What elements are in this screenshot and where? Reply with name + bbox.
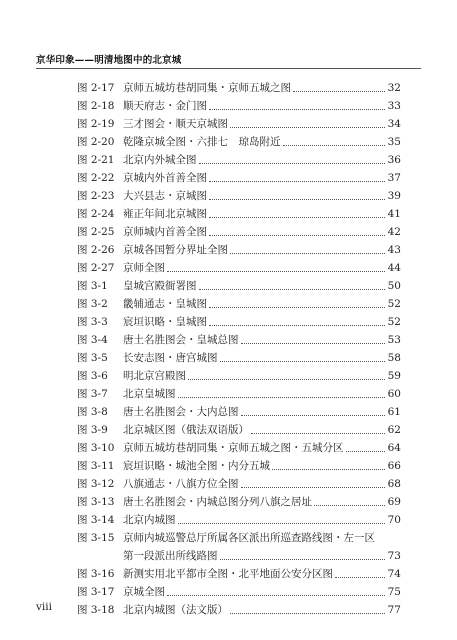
toc-entry[interactable] xyxy=(77,385,401,403)
figure-title: 八旗通志・八旗方位全图 xyxy=(123,478,239,490)
dot-leader xyxy=(209,108,385,110)
page-number: 39 xyxy=(387,190,401,202)
dot-leader xyxy=(188,378,385,380)
dot-leader xyxy=(178,522,386,524)
figure-number: 图 3-1 xyxy=(77,280,108,292)
toc-entry[interactable] xyxy=(77,187,401,205)
toc-entry[interactable] xyxy=(77,367,401,385)
page-number: 50 xyxy=(387,280,401,292)
toc-entry[interactable] xyxy=(77,97,401,115)
dot-leader xyxy=(346,450,386,452)
figure-title-continued: 第一段派出所线路图 xyxy=(123,550,218,562)
figure-number: 图 3-5 xyxy=(77,352,108,364)
figure-number: 图 3-12 xyxy=(77,478,115,490)
toc-entry[interactable] xyxy=(77,511,401,529)
toc-entry[interactable] xyxy=(77,277,401,295)
dot-leader xyxy=(209,306,385,308)
toc-entry[interactable] xyxy=(77,331,401,349)
figure-title: 顺天府志・金门图 xyxy=(123,100,207,112)
figure-number: 图 2-21 xyxy=(77,154,115,166)
figure-number: 图 3-4 xyxy=(77,334,108,346)
figure-title: 宸垣识略・皇城图 xyxy=(123,316,207,328)
page-number: 59 xyxy=(387,370,401,382)
figure-number: 图 3-11 xyxy=(77,460,115,472)
header-rule xyxy=(36,68,421,69)
page-number: 77 xyxy=(387,604,401,616)
figure-title: 雍正年间北京城图 xyxy=(123,208,207,220)
toc-entry[interactable] xyxy=(77,295,401,313)
page-number: 75 xyxy=(387,586,401,598)
dot-leader xyxy=(178,396,386,398)
toc-entry[interactable] xyxy=(77,403,401,421)
figure-number: 图 2-24 xyxy=(77,208,115,220)
figure-number: 图 3-18 xyxy=(77,604,115,616)
figure-number: 图 3-10 xyxy=(77,442,115,454)
toc-entry[interactable] xyxy=(77,439,401,457)
figure-title: 北京皇城图 xyxy=(123,388,176,400)
dot-leader xyxy=(335,576,385,578)
figure-title: 长安志图・唐宫城图 xyxy=(123,352,218,364)
dot-leader xyxy=(209,198,385,200)
figure-number: 图 3-17 xyxy=(77,586,115,598)
page-number: 60 xyxy=(387,388,401,400)
dot-leader xyxy=(167,594,385,596)
page-number: 44 xyxy=(387,262,401,274)
dot-leader xyxy=(314,504,385,506)
figure-number: 图 2-22 xyxy=(77,172,115,184)
dot-leader xyxy=(293,90,385,92)
toc-entry[interactable] xyxy=(77,565,401,583)
dot-leader xyxy=(220,360,386,362)
figure-number: 图 3-7 xyxy=(77,388,108,400)
toc-entry[interactable] xyxy=(77,583,401,601)
page-number: 52 xyxy=(387,298,401,310)
figure-title: 唐土名胜图会・大内总图 xyxy=(123,406,239,418)
figure-title: 唐土名胜图会・内城总图分列八旗之居址 xyxy=(123,496,312,508)
dot-leader xyxy=(209,234,385,236)
page-number: 66 xyxy=(387,460,401,472)
toc-entry[interactable] xyxy=(77,205,401,223)
figure-number: 图 3-13 xyxy=(77,496,115,508)
figure-number: 图 2-25 xyxy=(77,226,115,238)
page-number: 58 xyxy=(387,352,401,364)
figure-title: 京师五城坊巷胡同集・京师五城之图・五城分区 xyxy=(123,442,344,454)
page-number: 43 xyxy=(387,244,401,256)
page-number: 70 xyxy=(387,514,401,526)
figure-title: 北京内外城全图 xyxy=(123,154,197,166)
page-number: 74 xyxy=(387,568,401,580)
figure-title: 京城全图 xyxy=(123,586,165,598)
figure-title: 明北京宫殿图 xyxy=(123,370,186,382)
table-of-figures xyxy=(77,79,401,619)
figure-number: 图 2-17 xyxy=(77,82,115,94)
figure-number: 图 2-20 xyxy=(77,136,115,148)
toc-entry[interactable] xyxy=(77,241,401,259)
figure-title: 京师全图 xyxy=(123,262,165,274)
dot-leader xyxy=(220,558,386,560)
figure-title: 新测实用北平都市全图・北平地面公安分区图 xyxy=(123,568,333,580)
dot-leader xyxy=(283,144,386,146)
figure-title: 三才图会・顺天京城图 xyxy=(123,118,228,130)
toc-entry[interactable] xyxy=(77,259,401,277)
running-head: 京华印象——明清地图中的北京城 xyxy=(36,55,182,66)
page-number: 32 xyxy=(387,82,401,94)
toc-entry[interactable] xyxy=(77,493,401,511)
figure-title: 北京内城图（法文版） xyxy=(123,604,228,616)
figure-title: 京师城内首善全图 xyxy=(123,226,207,238)
dot-leader xyxy=(230,252,385,254)
dot-leader xyxy=(209,324,385,326)
toc-entry[interactable] xyxy=(77,223,401,241)
figure-title: 乾隆京城全图・六排七 琼岛附近 xyxy=(123,136,281,148)
figure-number: 图 2-27 xyxy=(77,262,115,274)
figure-title: 唐土名胜图会・皇城总图 xyxy=(123,334,239,346)
dot-leader xyxy=(209,180,385,182)
page-number: 53 xyxy=(387,334,401,346)
dot-leader xyxy=(272,468,385,470)
dot-leader xyxy=(241,342,386,344)
dot-leader xyxy=(241,414,386,416)
figure-number: 图 3-3 xyxy=(77,316,108,328)
page-number: 52 xyxy=(387,316,401,328)
figure-title: 京城内外首善全图 xyxy=(123,172,207,184)
page-number: 68 xyxy=(387,478,401,490)
figure-title: 北京城区图（俄法双语版） xyxy=(123,424,249,436)
toc-entry[interactable] xyxy=(77,115,401,133)
page-number: 62 xyxy=(387,424,401,436)
dot-leader xyxy=(199,288,386,290)
page-number: 42 xyxy=(387,226,401,238)
figure-number: 图 2-18 xyxy=(77,100,115,112)
figure-number: 图 3-15 xyxy=(77,532,115,544)
page-number: 37 xyxy=(387,172,401,184)
toc-entry[interactable] xyxy=(77,601,401,619)
figure-number: 图 2-19 xyxy=(77,118,115,130)
toc-entry[interactable] xyxy=(77,169,401,187)
page-number: 73 xyxy=(387,550,401,562)
page-number: 64 xyxy=(387,442,401,454)
dot-leader xyxy=(230,612,385,614)
figure-title: 大兴县志・京城图 xyxy=(123,190,207,202)
page-number: 33 xyxy=(387,100,401,112)
figure-number: 图 2-26 xyxy=(77,244,115,256)
page-number: 41 xyxy=(387,208,401,220)
toc-entry[interactable] xyxy=(77,313,401,331)
figure-title: 宸垣识略・城池全图・内分五城 xyxy=(123,460,270,472)
figure-number: 图 3-8 xyxy=(77,406,108,418)
toc-entry[interactable] xyxy=(77,475,401,493)
toc-entry[interactable] xyxy=(77,529,401,565)
figure-title: 京城各国暂分界址全图 xyxy=(123,244,228,256)
page-folio: viii xyxy=(36,601,53,613)
figure-title: 畿辅通志・皇城图 xyxy=(123,298,207,310)
dot-leader xyxy=(199,162,386,164)
figure-title: 北京内城图 xyxy=(123,514,176,526)
page-number: 36 xyxy=(387,154,401,166)
figure-number: 图 3-16 xyxy=(77,568,115,580)
toc-entry[interactable] xyxy=(77,133,401,151)
figure-title: 京师五城坊巷胡同集・京师五城之图 xyxy=(123,82,291,94)
dot-leader xyxy=(230,126,385,128)
figure-number: 图 3-6 xyxy=(77,370,108,382)
page-number: 34 xyxy=(387,118,401,130)
toc-entry[interactable] xyxy=(77,457,401,475)
figure-number: 图 3-14 xyxy=(77,514,115,526)
figure-number: 图 3-9 xyxy=(77,424,108,436)
page-number: 69 xyxy=(387,496,401,508)
figure-number: 图 2-23 xyxy=(77,190,115,202)
figure-title: 京师内城巡警总厅所属各区派出所巡查路线图・左一区 xyxy=(123,532,375,544)
page-number: 61 xyxy=(387,406,401,418)
toc-entry[interactable] xyxy=(77,421,401,439)
toc-entry[interactable] xyxy=(77,79,401,97)
figure-number: 图 3-2 xyxy=(77,298,108,310)
dot-leader xyxy=(251,432,385,434)
dot-leader xyxy=(167,270,385,272)
page-number: 35 xyxy=(387,136,401,148)
figure-title: 皇城宫殿衙署图 xyxy=(123,280,197,292)
dot-leader xyxy=(241,486,386,488)
toc-entry[interactable] xyxy=(77,151,401,169)
toc-entry[interactable] xyxy=(77,349,401,367)
dot-leader xyxy=(209,216,385,218)
